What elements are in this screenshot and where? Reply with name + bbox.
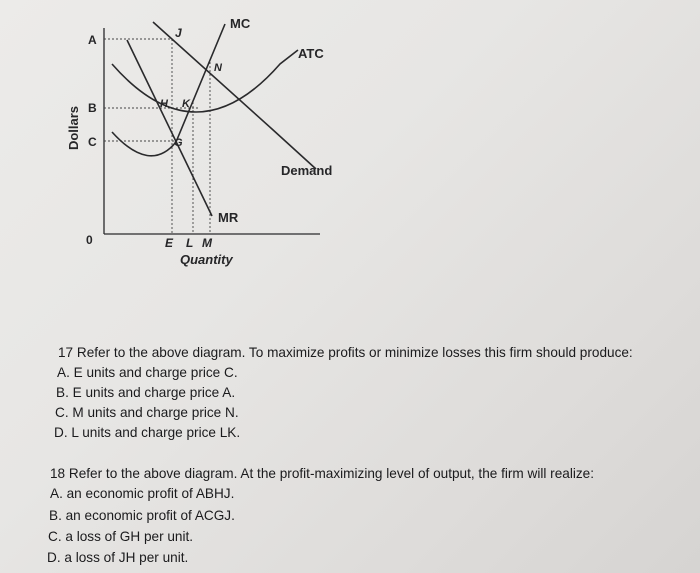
option-text: a loss of GH per unit. — [65, 529, 194, 544]
quantity-label-l: L — [186, 236, 194, 250]
y-axis-label: Dollars — [66, 105, 81, 151]
option-c[interactable] — [55, 404, 239, 422]
question-stem: 17 Refer to the above diagram. To maximize profits or minimize losses this firm should produce: — [58, 345, 633, 360]
demand-label: Demand — [281, 163, 333, 178]
option-d[interactable] — [47, 549, 188, 567]
origin-label: 0 — [86, 233, 93, 247]
option-a[interactable] — [57, 364, 238, 382]
option-letter: B. — [56, 385, 69, 400]
mc-label: MC — [230, 16, 251, 31]
point-label-h: H — [160, 98, 168, 110]
point-label-k: K — [182, 98, 190, 110]
point-label-g: G — [174, 137, 183, 149]
option-c[interactable] — [48, 528, 193, 546]
mr-curve — [127, 40, 212, 216]
option-text: E units and charge price A. — [72, 385, 236, 400]
option-text: E units and charge price C. — [73, 365, 238, 380]
option-text: an economic profit of ABHJ. — [66, 486, 235, 501]
option-text: L units and charge price LK. — [71, 425, 241, 440]
option-text: a loss of JH per unit. — [64, 550, 189, 565]
mr-label: MR — [218, 210, 239, 225]
option-letter: D. — [54, 425, 68, 440]
option-letter: A. — [50, 486, 63, 501]
option-letter: C. — [55, 405, 69, 420]
point-label-j: J — [175, 26, 182, 40]
quantity-label-m: M — [202, 236, 212, 250]
point-label-n: N — [214, 62, 222, 74]
question-stem: 18 Refer to the above diagram. At the profit-maximizing level of output, the firm will realize: — [50, 466, 595, 481]
atc-curve — [112, 50, 298, 112]
atc-label: ATC — [298, 46, 324, 61]
option-text: M units and charge price N. — [72, 405, 239, 420]
price-label-b: B — [88, 101, 97, 115]
option-letter: C. — [48, 529, 62, 544]
option-text: an economic profit of ACGJ. — [65, 508, 235, 523]
option-b[interactable] — [49, 507, 235, 525]
option-b[interactable] — [56, 384, 235, 402]
option-a[interactable] — [50, 485, 234, 503]
price-label-a: A — [88, 33, 97, 47]
option-d[interactable] — [54, 424, 240, 442]
x-axis-label: Quantity — [180, 252, 233, 267]
option-letter: B. — [49, 508, 62, 523]
quantity-label-e: E — [165, 236, 174, 250]
option-letter: D. — [47, 550, 61, 565]
price-label-c: C — [88, 135, 97, 149]
option-letter: A. — [57, 365, 70, 380]
